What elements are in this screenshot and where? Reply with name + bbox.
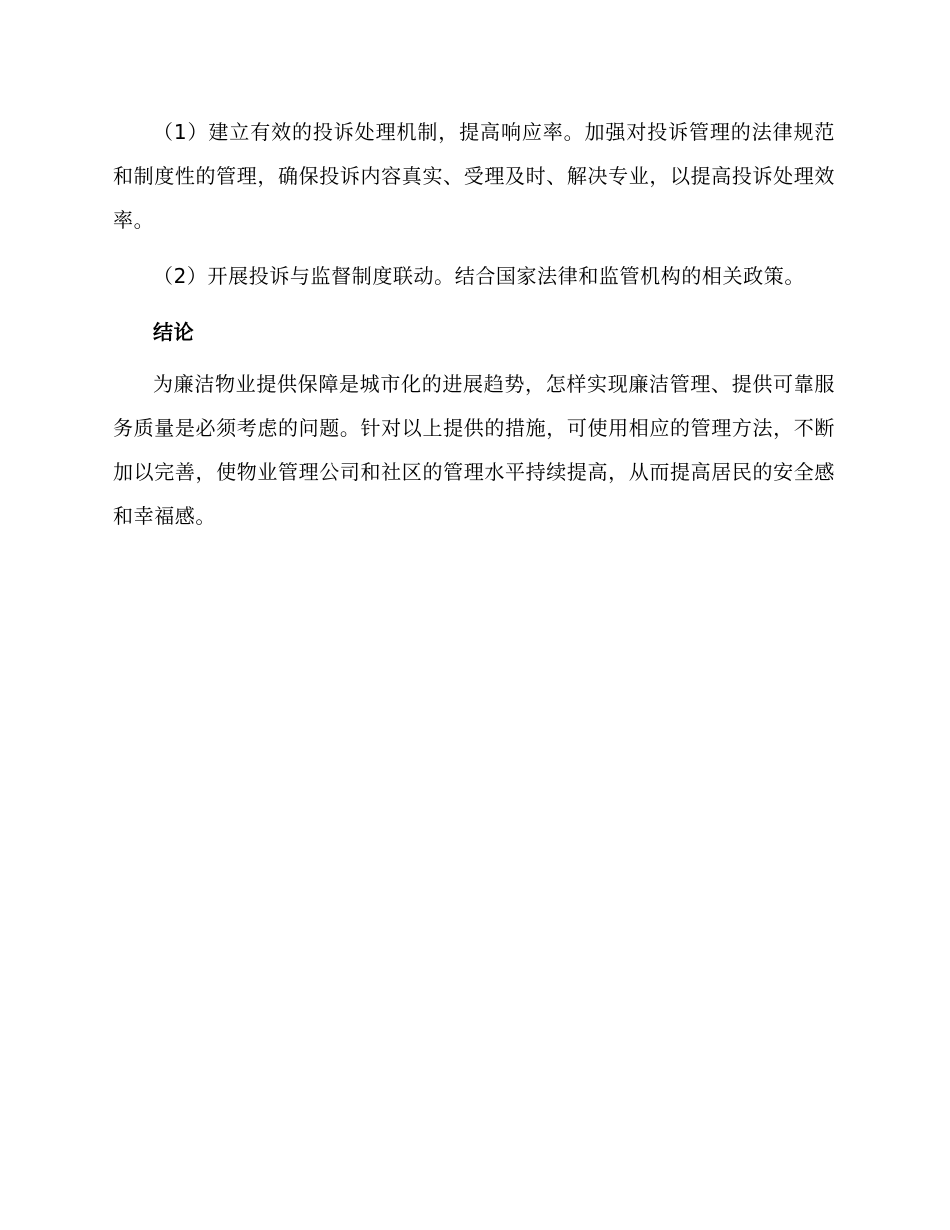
paragraph-supervision-linkage: （2）开展投诉与监督制度联动。结合国家法律和监管机构的相关政策。: [153, 264, 805, 288]
paragraph-complaint-mechanism: （1）建立有效的投诉处理机制，提高响应率。加强对投诉管理的法律规范和制度性的管理，确保投诉内容真实、受理及时、解决专业，以提高投诉处理效率。: [113, 120, 835, 232]
conclusion-body: 为廉洁物业提供保障是城市化的进展趋势，怎样实现廉洁管理、提供可靠服务质量是必须考虑的问题。针对以上提供的措施，可使用相应的管理方法，不断加以完善，使物业管理公司和社区的管理水平持续提高，从而提高居民的安全感和幸福感。: [113, 372, 835, 528]
conclusion-heading: 结论: [153, 320, 195, 344]
